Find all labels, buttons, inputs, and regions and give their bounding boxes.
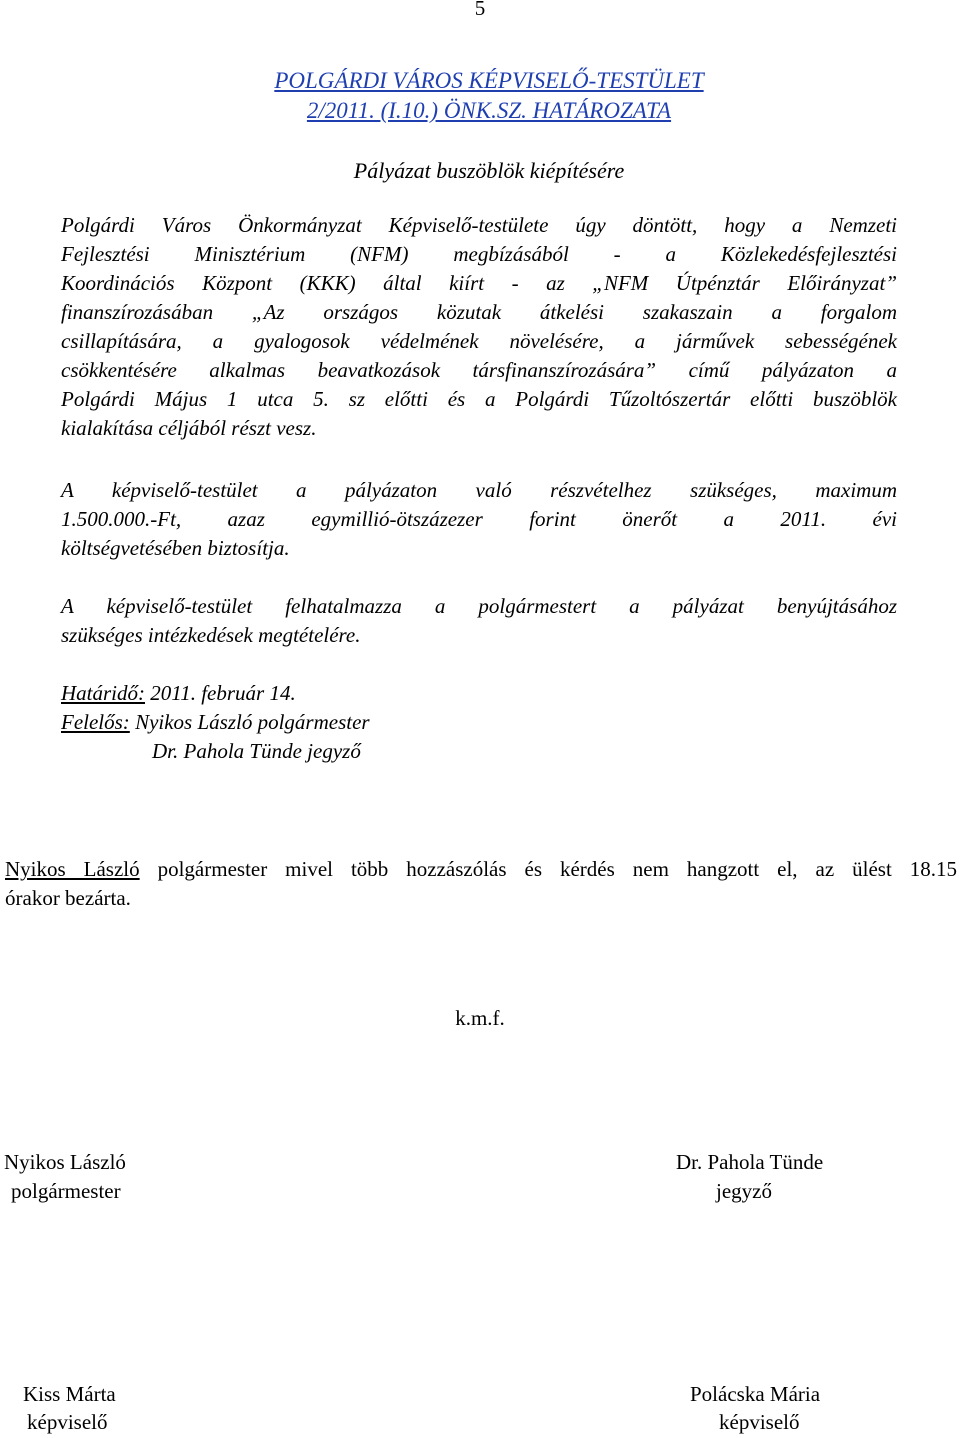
paragraph-line: Fejlesztési Minisztérium (NFM) megbízásából - a Közlekedésfejlesztési — [61, 242, 897, 266]
paragraph-line: Polgárdi Város Önkormányzat Képviselő-testülete úgy döntött, hogy a Nemzeti — [61, 213, 897, 237]
page-number: 5 — [474, 0, 486, 20]
resolution-heading-line2: 2/2011. (I.10.) ÖNK.SZ. HATÁROZATA — [306, 98, 672, 123]
deadline — [61, 679, 897, 708]
closing-line-1: polgármester mivel több hozzászólás és kérdés nem hangzott el, az ülést 18.15 — [139, 857, 957, 881]
paragraph-line: A képviselő-testület a pályázaton való részvételhez szükséges, maximum — [61, 478, 897, 502]
closing-name: Nyikos László — [5, 857, 140, 881]
signature-mayor-name: Nyikos László — [4, 1150, 126, 1174]
paragraph-line: finanszírozásában „Az országos közutak átkelési szakaszain a forgalom — [61, 300, 897, 324]
signature-rep2-title: képviselő — [719, 1410, 800, 1434]
paragraph-line: csökkentésére alkalmas beavatkozások társfinanszírozására” című pályázaton a — [61, 358, 897, 382]
deadline-label: Határidő: — [61, 681, 145, 705]
paragraph-line: A képviselő-testület felhatalmazza a polgármestert a pályázat benyújtásához — [61, 594, 897, 618]
signature-rep2-name: Polácska Mária — [690, 1382, 821, 1406]
resolution-paragraph-3 — [61, 592, 897, 650]
resolution-paragraph-2 — [61, 476, 897, 563]
signature-notary-name: Dr. Pahola Tünde — [676, 1150, 824, 1174]
paragraph-line: költségvetésében biztosítja. — [61, 536, 290, 560]
paragraph-line: Koordinációs Központ (KKK) által kiírt - az „NFM Útpénztár Előirányzat” — [61, 271, 897, 295]
signature-rep1-name: Kiss Márta — [23, 1382, 116, 1406]
signature-rep1-title: képviselő — [27, 1410, 108, 1434]
resolution-subtitle: Pályázat buszöblök kiépítésére — [353, 158, 625, 183]
resolution-heading-line1: POLGÁRDI VÁROS KÉPVISELŐ-TESTÜLET — [274, 68, 704, 93]
closing-line-2: órakor bezárta. — [5, 886, 131, 910]
paragraph-line: 1.500.000.-Ft, azaz egymillió-ötszázezer forint önerőt a 2011. évi — [61, 507, 897, 531]
responsible-value-1: Nyikos László polgármester — [129, 710, 370, 734]
paragraph-line: kialakítása céljából részt vesz. — [61, 416, 317, 440]
deadline-value: 2011. február 14. — [145, 681, 296, 705]
paragraph-line: csillapítására, a gyalogosok védelmének növelésére, a járművek sebességének — [61, 329, 897, 353]
kmf-mark: k.m.f. — [455, 1006, 505, 1030]
paragraph-line: szükséges intézkedések megtételére. — [61, 623, 361, 647]
responsible-label: Felelős: — [61, 710, 130, 734]
paragraph-line: Polgárdi Május 1 utca 5. sz előtti és a Polgárdi Tűzoltószertár előtti buszöblök — [61, 387, 897, 411]
signature-mayor-title: polgármester — [11, 1179, 121, 1203]
signature-notary-title: jegyző — [716, 1179, 772, 1203]
resolution-paragraph-1 — [61, 211, 897, 443]
closing-statement — [5, 855, 957, 913]
responsible — [61, 708, 897, 737]
responsible-value-2: Dr. Pahola Tünde jegyző — [152, 739, 361, 763]
